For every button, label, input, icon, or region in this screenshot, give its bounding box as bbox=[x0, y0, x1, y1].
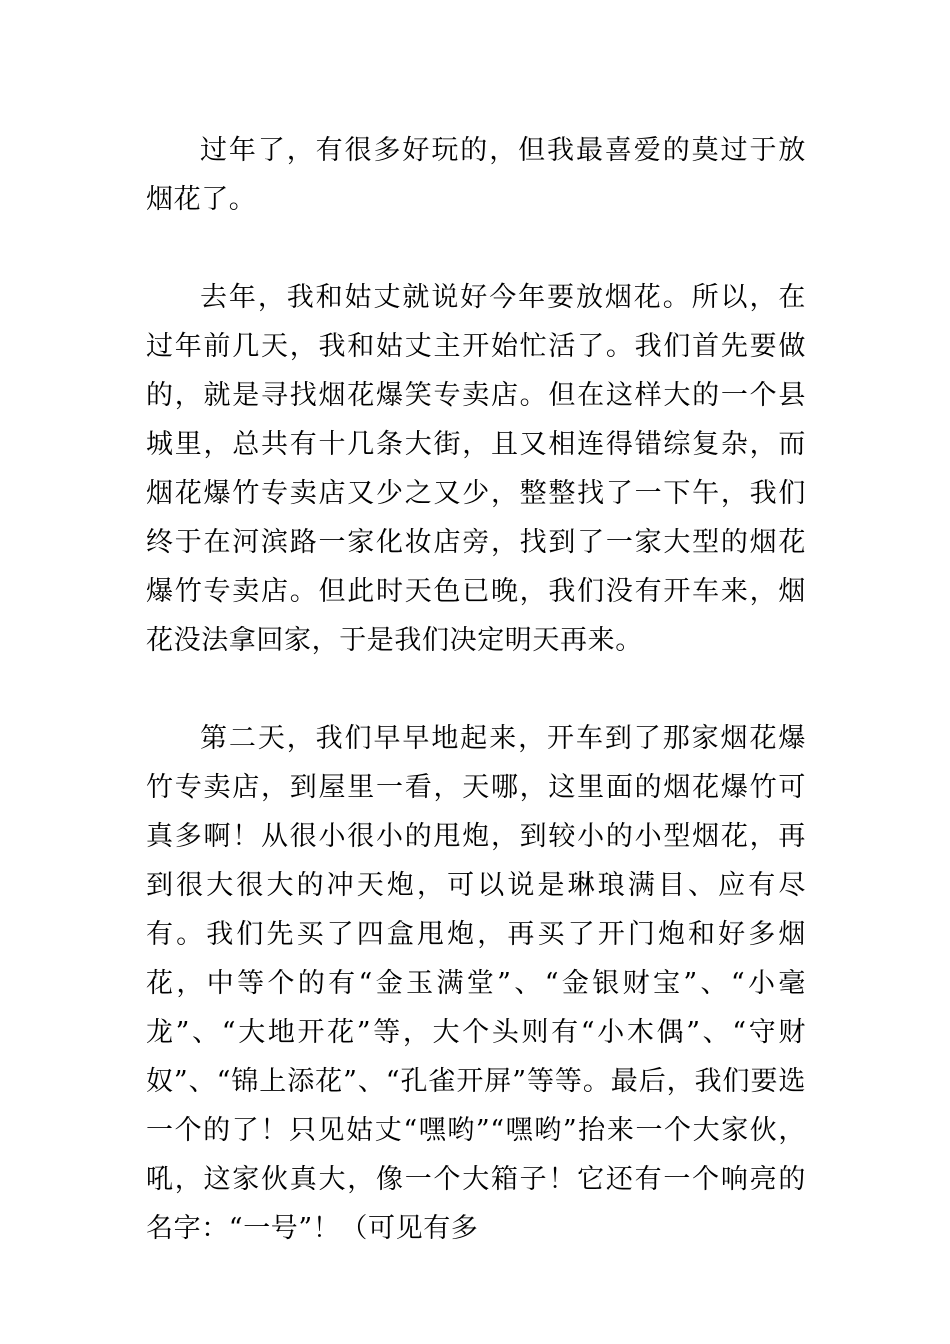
paragraph-3: 第二天，我们早早地起来，开车到了那家烟花爆竹专卖店，到屋里一看，天哪，这里面的烟花爆竹可真多啊！从很小很小的甩炮，到较小的小型烟花，再到很大很大的冲天炮，可以说是琳琅满目、应有尽有。我们先买了四盒甩炮，再买了开门炮和好多烟花，中等个的有“金玉满堂”、“金银财宝”、“小毫龙”、“大地开花”等，大个头则有“小木偶”、“守财奴”、“锦上添花”、“孔雀开屏”等等。最后，我们要选一个的了！只见姑丈“嘿哟”“嘿哟”抬来一个大家伙，吼，这家伙真大，像一个大箱子！它还有一个响亮的名字：“一号”！（可见有多 bbox=[146, 723, 806, 1244]
paragraph-2: 去年，我和姑丈就说好今年要放烟花。所以，在过年前几天，我和姑丈主开始忙活了。我们首先要做的，就是寻找烟花爆笑专卖店。但在这样大的一个县城里，总共有十几条大街，且又相连得错综复杂，而烟花爆竹专卖店又少之又少，整整找了一下午，我们终于在河滨路一家化妆店旁，找到了一家大型的烟花爆竹专卖店。但此时天色已晚，我们没有开车来，烟花没法拿回家，于是我们决定明天再来。 bbox=[146, 282, 806, 656]
paragraph-1: 过年了，有很多好玩的，但我最喜爱的莫过于放烟花了。 bbox=[146, 135, 806, 215]
document-body bbox=[146, 126, 806, 1253]
